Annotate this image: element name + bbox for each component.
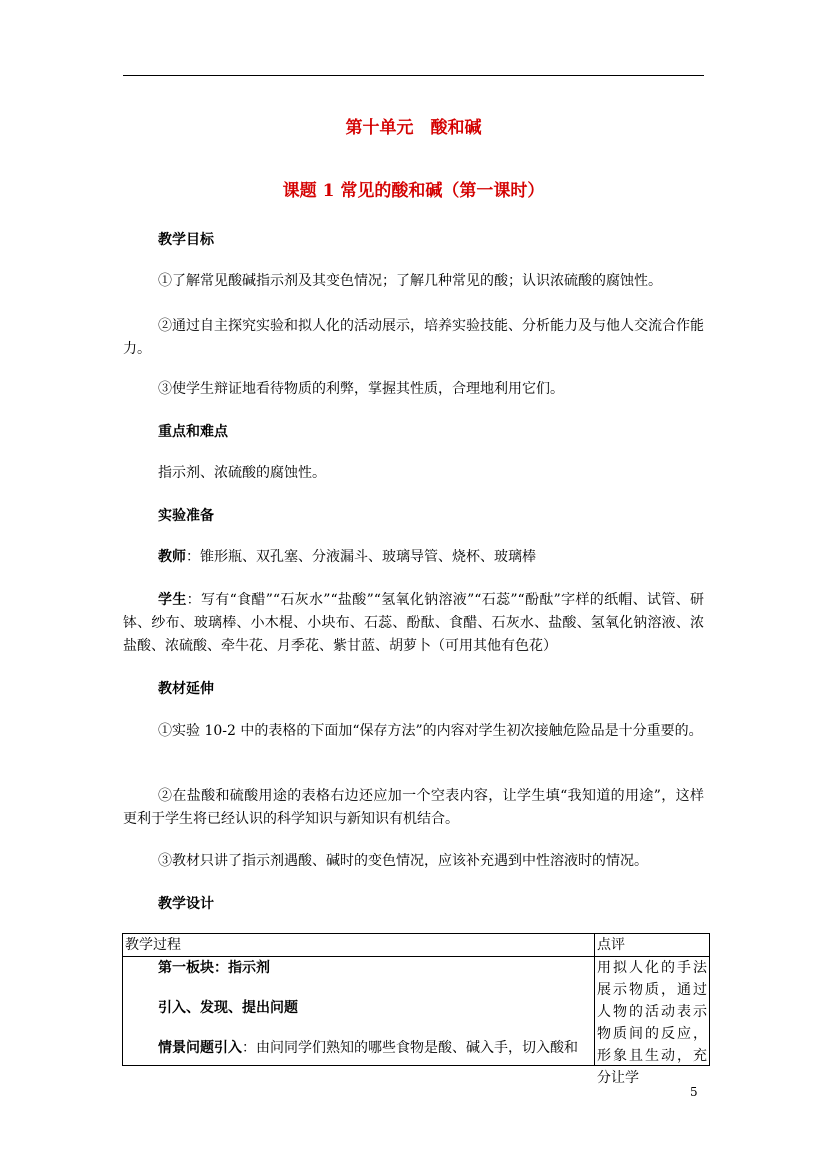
preparation-heading: 实验准备 [158,508,214,524]
header-rule [123,75,704,76]
scene-text: ：由问同学们熟知的哪些食物是酸、碱入手，切入酸和 [242,1040,578,1056]
teacher-label: 教师 [158,549,186,565]
block-title: 第一板块：指示剂 [158,960,270,976]
table-row [123,957,710,1066]
key-points-heading: 重点和难点 [158,424,228,440]
design-table [122,933,710,1086]
objectives-heading: 教学目标 [158,232,214,248]
student-text: ：写有“食醋”“石灰水”“盐酸”“氢氧化钠溶液”“石蕊”“酚酞”字样的纸帽、试管、研钵、纱布、玻璃棒、小木棍、小块布、石蕊、酚酞、食醋、石灰水、盐酸、氢氧化钠溶液、浓盐酸、浓硫酸、牵牛花、月季花、紫甘蓝、胡萝卜（可用其他有色花） [123,592,704,654]
intro-line: 引入、发现、提出问题 [158,1000,298,1016]
scene-line [125,1037,592,1059]
student-label: 学生 [158,592,187,608]
comment-text: 用拟人化的手法展示物质，通过人物的活动表示物质间的反应，形象且生动，充分让学 [597,960,707,1086]
table-header-row [123,934,710,957]
header-comment: 点评 [595,934,710,957]
extension-item-3: ③教材只讲了指示剂遇酸、碱时的变色情况，应该补充遇到中性溶液时的情况。 [158,853,648,869]
objective-item-3: ③使学生辩证地看待物质的利弊，掌握其性质，合理地利用它们。 [158,381,564,397]
teacher-materials [123,546,704,569]
student-materials [123,589,704,658]
page-number: 5 [690,1085,698,1099]
lesson-title: 课题 1 常见的酸和碱（第一课时） [282,181,545,201]
scene-label: 情景问题引入 [158,1040,242,1056]
objective-item-2: ②通过自主探究实验和拟人化的活动展示，培养实验技能、分析能力及与他人交流合作能力。 [123,318,704,357]
extension-item-2: ②在盐酸和硫酸用途的表格右边还应加一个空表内容，让学生填“我知道的用途”，这样更利于学生将已经认识的科学知识与新知识有机结合。 [123,788,704,827]
unit-title: 第十单元 酸和碱 [345,118,482,138]
process-cell [123,957,595,1066]
teacher-text: ：锥形瓶、双孔塞、分液漏斗、玻璃导管、烧杯、玻璃棒 [186,549,536,565]
extension-item-1: ①实验 10-2 中的表格的下面加“保存方法”的内容对学生初次接触危险品是十分重要的。 [158,723,703,739]
design-heading: 教学设计 [158,896,214,912]
comment-cell [595,957,710,1086]
header-process: 教学过程 [123,934,595,957]
objective-item-1: ①了解常见酸碱指示剂及其变色情况；了解几种常见的酸；认识浓硫酸的腐蚀性。 [158,273,662,289]
key-points-text: 指示剂、浓硫酸的腐蚀性。 [158,465,326,481]
extension-heading: 教材延伸 [158,681,214,697]
